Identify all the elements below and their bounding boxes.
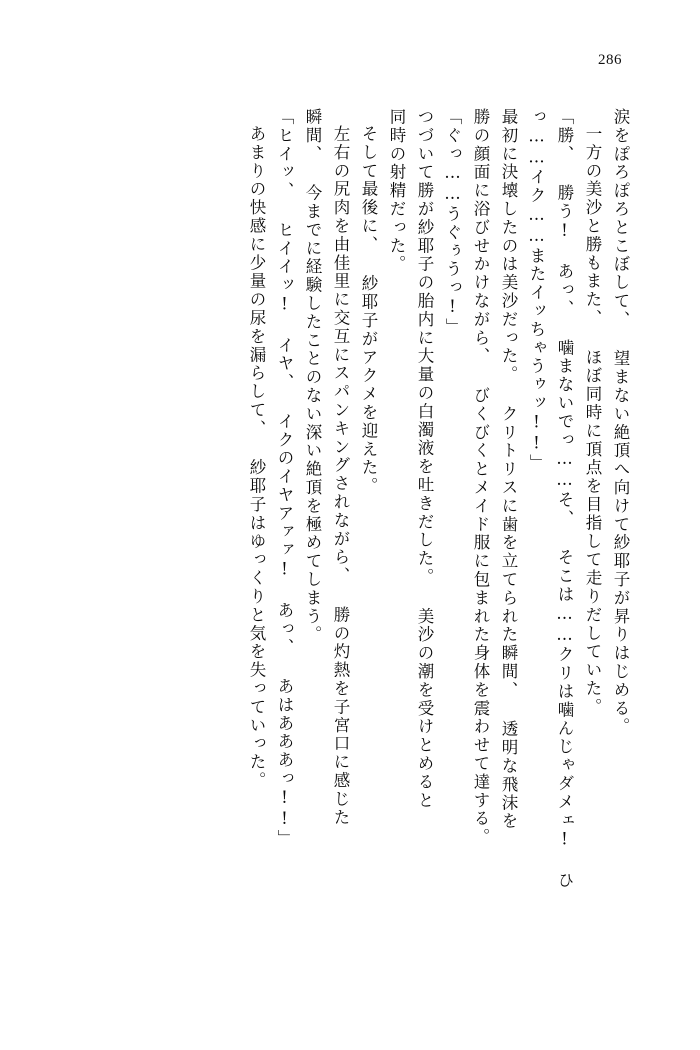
text-column: 涙をぽろぽろとこぼして、 望まない絶頂へ向けて紗耶子が昇りはじめる。: [611, 108, 630, 737]
text-column: つづいて勝が紗耶子の胎内に大量の白濁液を吐きだした。 美沙の潮を受けとめると: [415, 108, 434, 810]
text-column: 「ぐっ……うぐぅうっ!」: [443, 108, 462, 337]
text-column: 同時の射精だった。: [387, 108, 406, 274]
text-column: 「勝、 勝う! あっ、 噛まないでっ……そ、 そこは……クリは噛んじゃダメェ! ひ: [555, 108, 574, 890]
text-column: 勝の顔面に浴びせかけながら、 びくびくとメイド服に包まれた身体を震わせて達する。: [471, 108, 490, 847]
text-column: 一方の美沙と勝もまた、 ほぼ同時に頂点を目指して走りだしていた。: [583, 125, 602, 717]
vertical-text-body: [120, 108, 628, 908]
text-column: あまりの快感に少量の尿を漏らして、 紗耶子はゆっくりと気を失っていった。: [247, 125, 266, 790]
text-column: 「ヒイッ、 ヒイイッ! イヤ、 イクのイヤアァァ! あっ、 あはあああっ!!」: [275, 108, 294, 849]
text-column: 左右の尻肉を由佳里に交互にスパンキングされながら、 勝の灼熱を子宮口に感じた: [331, 125, 350, 827]
text-column: っ……イク……またイッちゃうゥッ!!」: [527, 108, 546, 473]
text-column: 最初に決壊したのは美沙だった。 クリトリスに歯を立てられた瞬間、 透明な飛沫を: [499, 108, 518, 831]
text-column: 瞬間、 今までに経験したことのない深い絶頂を極めてしまう。: [303, 108, 322, 645]
text-column: そして最後に、 紗耶子がアクメを迎えた。: [359, 125, 378, 496]
page-number: 286: [598, 52, 622, 68]
